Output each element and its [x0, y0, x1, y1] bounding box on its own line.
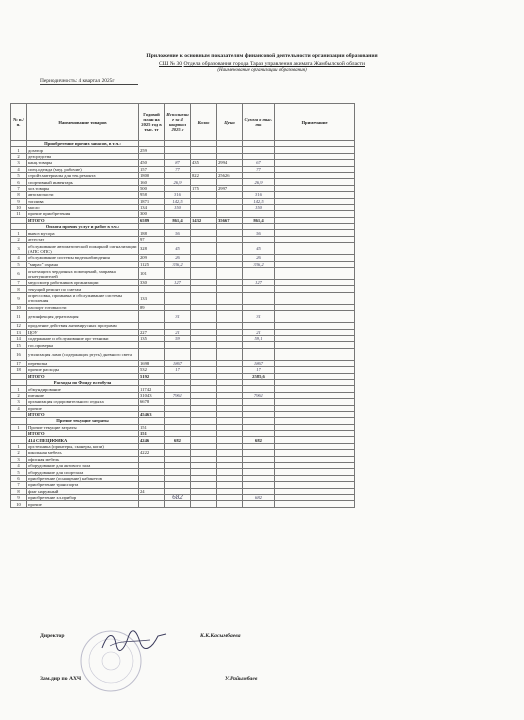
cell-sum: 77	[243, 166, 275, 172]
cell-num: 10	[11, 304, 27, 310]
cell-plan: 1125	[139, 261, 165, 267]
organization-prefix: СШ № 30	[159, 61, 183, 67]
column-header: Сумма в тыс. тк	[243, 104, 275, 141]
cell-name: содержание и обслуживание орг техники	[27, 335, 139, 341]
cell-note	[275, 348, 355, 360]
cell-name: медосмотр работников организации	[27, 280, 139, 286]
cell-name: оборудование для актового зала	[27, 463, 139, 469]
cell-exec: 682	[165, 494, 191, 500]
cell-qty	[191, 501, 217, 507]
cell-exec	[165, 292, 191, 304]
cell-num: 2	[11, 450, 27, 456]
cell-name: утилизация ламп (содержащих ртуть) дневного света	[27, 348, 139, 360]
cell-plan: 259	[139, 147, 165, 153]
cell-exec: 127	[165, 280, 191, 286]
cell-num: 13	[11, 329, 27, 335]
cell-sum: 31	[243, 311, 275, 323]
cell-num: 7	[11, 280, 27, 286]
cell-name: прочие расходы	[27, 367, 139, 373]
cell-num: 1	[11, 424, 27, 430]
cell-sum: 861,4	[243, 217, 275, 223]
cell-exec: 1867	[165, 360, 191, 366]
cell-name: приобретение (оснащение) кабинетов	[27, 475, 139, 481]
cell-name: дезсредства	[27, 153, 139, 159]
cell-num: 9	[11, 494, 27, 500]
cell-price: 35667	[217, 217, 243, 223]
cell-exec: 31	[165, 311, 191, 323]
cell-note	[275, 311, 355, 323]
cell-name: дезинфекция дератизация	[27, 311, 139, 323]
cell-exec: 142,5	[165, 198, 191, 204]
cell-plan: 160	[139, 179, 165, 185]
cell-name: ИТОГО	[27, 373, 139, 379]
period-label: Периодичность: 4 квартал 2025г	[40, 78, 138, 85]
cell-name: Прочие текущие затраты	[27, 418, 139, 424]
table-row	[11, 501, 355, 507]
cell-num: 5	[11, 469, 27, 475]
cell-plan: 133	[139, 292, 165, 304]
cell-exec: 861,4	[165, 217, 191, 223]
cell-name: приобретение хл.прибор	[27, 494, 139, 500]
cell-exec	[165, 348, 191, 360]
cell-plan: 1871	[139, 198, 165, 204]
cell-plan: 6678	[139, 399, 165, 405]
cell-exec: 682	[165, 437, 191, 443]
cell-sum	[243, 292, 275, 304]
cell-sum: 26,9	[243, 179, 275, 185]
cell-note	[275, 243, 355, 255]
cell-sum: 127	[243, 280, 275, 286]
cell-num: 2	[11, 153, 27, 159]
cell-name: 414 СПЕЦИФИКА	[27, 437, 139, 443]
cell-name: канц.товары	[27, 160, 139, 166]
cell-num: 1	[11, 230, 27, 236]
cell-num: 8	[11, 192, 27, 198]
cell-plan: 958	[139, 192, 165, 198]
cell-qty	[191, 243, 217, 255]
column-header: Исполнени е за 4 квартал 2025 г	[165, 104, 191, 141]
cell-num: 15	[11, 342, 27, 348]
cell-name: продление действия антивирусных программ	[27, 323, 139, 329]
cell-plan: 151	[139, 424, 165, 430]
cell-name: текущий ремонт по сметам	[27, 286, 139, 292]
cell-price	[217, 348, 243, 360]
cell-name: Прочие текущие затраты	[27, 424, 139, 430]
cell-sum: 7961	[243, 392, 275, 398]
cell-name: автозапчасти	[27, 192, 139, 198]
cell-plan: 157	[139, 166, 165, 172]
cell-exec: 59	[165, 335, 191, 341]
cell-num: 6	[11, 268, 27, 280]
cell-name: паспорт готовности	[27, 304, 139, 310]
column-header: № п./п.	[11, 104, 27, 141]
cell-sum	[243, 348, 275, 360]
cell-plan	[139, 311, 165, 323]
cell-num: 3	[11, 160, 27, 166]
director-label: Директор	[40, 633, 65, 639]
cell-qty	[191, 348, 217, 360]
cell-num: 2	[11, 236, 27, 242]
document-title: Приложение к основным показателям финансовой деятельности организации образования	[146, 53, 378, 59]
table-row	[11, 348, 355, 360]
cell-name: Приобретение прочих запасов, в т.ч.:	[27, 141, 139, 147]
cell-qty	[191, 311, 217, 323]
cell-name: хоз.товары	[27, 185, 139, 191]
cell-plan: 134	[139, 204, 165, 210]
cell-name: ИТОГО	[27, 411, 139, 417]
cell-plan: 135	[139, 335, 165, 341]
cell-name: ЦОУ	[27, 329, 139, 335]
cell-name: прочие	[27, 501, 139, 507]
cell-qty: 175	[191, 185, 217, 191]
cell-num: 3	[11, 399, 27, 405]
cell-num: 11	[11, 211, 27, 217]
cell-name: обслуживание автоматической пожарной сигнализации (АПС ОПС)	[27, 243, 139, 255]
cell-num: 14	[11, 335, 27, 341]
cell-sum: 59,1	[243, 335, 275, 341]
cell-qty	[191, 292, 217, 304]
cell-price	[217, 311, 243, 323]
column-header: Годовой план на 2025 год в тыс. тг	[139, 104, 165, 141]
cell-name: ИТОГО	[27, 431, 139, 437]
cell-price	[217, 292, 243, 304]
cell-num: 17	[11, 360, 27, 366]
table-row	[11, 311, 355, 323]
organization-name: Отдела образования города Тараз управления акимата Жамбылской области	[183, 61, 365, 67]
cell-num: 16	[11, 348, 27, 360]
cell-qty: 822	[191, 172, 217, 178]
column-header: Наименование товаров	[27, 104, 139, 141]
cell-sum: 67	[243, 160, 275, 166]
cell-plan: 11742	[139, 386, 165, 392]
cell-name: гос.проверка	[27, 342, 139, 348]
cell-name: приобретение транспорта	[27, 482, 139, 488]
cell-num: 9	[11, 198, 27, 204]
organization-line	[0, 61, 524, 68]
cell-exec: 45	[165, 243, 191, 255]
cell-plan: 6589	[139, 217, 165, 223]
cell-name: спец.одежда (мед. рабочие)	[27, 166, 139, 172]
cell-num: 1	[11, 443, 27, 449]
cell-name: ИТОГО	[27, 217, 139, 223]
expenses-table-wrapper	[10, 103, 355, 508]
cell-exec: 7961	[165, 392, 191, 398]
cell-exec: 17	[165, 367, 191, 373]
table-row	[11, 268, 355, 280]
cell-exec: 26,9	[165, 179, 191, 185]
cell-name: перевозка	[27, 360, 139, 366]
cell-plan: 97	[139, 236, 165, 242]
cell-num: 1	[11, 386, 27, 392]
organization-caption: (Наименование организации образования)	[217, 68, 307, 73]
cell-num: 4	[11, 405, 27, 411]
cell-plan	[139, 501, 165, 507]
cell-name: обслуживание системы видеонаблюдения	[27, 255, 139, 261]
cell-price	[217, 501, 243, 507]
cell-num: 7	[11, 185, 27, 191]
column-header: Цена	[217, 104, 243, 141]
cell-sum	[243, 501, 275, 507]
cell-plan: 24	[139, 488, 165, 494]
cell-name: прочие	[27, 405, 139, 411]
cell-plan: 4246	[139, 437, 165, 443]
cell-name: огнезащита чердачных помещений, заправка огнетушителей	[27, 268, 139, 280]
cell-num: 5	[11, 261, 27, 267]
cell-sum: 316	[243, 192, 275, 198]
cell-note	[275, 292, 355, 304]
cell-exec: 77	[165, 166, 191, 172]
cell-num: 8	[11, 488, 27, 494]
signature-scribble-icon	[100, 628, 170, 654]
cell-num: 6	[11, 179, 27, 185]
cell-sum: 21	[243, 329, 275, 335]
cell-num: 18	[11, 367, 27, 373]
cell-plan: 330	[139, 280, 165, 286]
cell-name: спортивный инвентарь	[27, 179, 139, 185]
deputy-director-label: Зам.дир по АХЧ	[40, 676, 82, 682]
column-header: Колво	[191, 104, 217, 141]
cell-num: 3	[11, 243, 27, 255]
cell-plan	[139, 348, 165, 360]
cell-plan: 450	[139, 160, 165, 166]
table-body	[11, 141, 355, 508]
cell-plan: 101	[139, 268, 165, 280]
deputy-director-name: У.Райымбаев	[225, 676, 258, 682]
cell-plan: 188	[139, 230, 165, 236]
cell-sum: 26	[243, 255, 275, 261]
cell-exec: 56	[165, 230, 191, 236]
cell-sum: 142,5	[243, 198, 275, 204]
cell-name: стройт.материалы для тек.ремонта	[27, 172, 139, 178]
table-row	[11, 243, 355, 255]
cell-sum: 17	[243, 367, 275, 373]
cell-plan: 4222	[139, 450, 165, 456]
cell-sum	[243, 268, 275, 280]
cell-name: Расходы по Фонду всеобуча	[27, 379, 139, 385]
cell-exec: 150	[165, 204, 191, 210]
cell-exec: 336,2	[165, 261, 191, 267]
cell-num: 4	[11, 166, 27, 172]
cell-sum: 1867	[243, 360, 275, 366]
cell-plan: 31043	[139, 392, 165, 398]
cell-plan: 209	[139, 255, 165, 261]
cell-price: 2997	[217, 185, 243, 191]
cell-price: 25626	[217, 172, 243, 178]
cell-num: 1	[11, 147, 27, 153]
cell-num: 10	[11, 204, 27, 210]
cell-name: орг.техника (принтеры, сканеры, копи)	[27, 443, 139, 449]
cell-sum: 682	[243, 437, 275, 443]
cell-plan: 1698	[139, 360, 165, 366]
cell-plan: 532	[139, 367, 165, 373]
cell-num: 3	[11, 456, 27, 462]
cell-num: 10	[11, 501, 27, 507]
cell-num: 12	[11, 323, 27, 329]
cell-sum: 56	[243, 230, 275, 236]
cell-num: 4	[11, 463, 27, 469]
cell-sum: 45	[243, 243, 275, 255]
cell-plan: 500	[139, 185, 165, 191]
cell-qty: 435	[191, 160, 217, 166]
cell-qty: 1432	[191, 217, 217, 223]
cell-exec: 316	[165, 192, 191, 198]
cell-note	[275, 501, 355, 507]
expenses-table	[10, 103, 355, 508]
cell-num: 9	[11, 292, 27, 304]
cell-exec	[165, 268, 191, 280]
cell-plan: 151	[139, 431, 165, 437]
cell-plan: 89	[139, 304, 165, 310]
cell-qty	[191, 268, 217, 280]
cell-sum: 682	[243, 494, 275, 500]
column-header: Примечание	[275, 104, 355, 141]
cell-note	[275, 268, 355, 280]
cell-name: офисная мебель	[27, 456, 139, 462]
cell-plan: 227	[139, 329, 165, 335]
cell-plan: 328	[139, 243, 165, 255]
cell-sum: 150	[243, 204, 275, 210]
cell-exec	[165, 501, 191, 507]
cell-plan: 300	[139, 211, 165, 217]
cell-num: 8	[11, 286, 27, 292]
cell-name: масло	[27, 204, 139, 210]
cell-num: 6	[11, 475, 27, 481]
cell-name: питание	[27, 392, 139, 398]
cell-sum: 336,2	[243, 261, 275, 267]
cell-name: оборудование для спортзала	[27, 469, 139, 475]
cell-name: Оплата прочих услуг и работ в т.ч.:	[27, 224, 139, 230]
cell-name: вывоз мусора	[27, 230, 139, 236]
cell-sum: 2585,6	[243, 373, 275, 379]
cell-name: обмундирование	[27, 386, 139, 392]
cell-name: опрессовка, промывка и обслуживание системы отопления	[27, 292, 139, 304]
cell-num: 4	[11, 255, 27, 261]
cell-num: 11	[11, 311, 27, 323]
cell-name: аттестат	[27, 236, 139, 242]
cell-num: 7	[11, 482, 27, 488]
cell-name: прочие приобретения	[27, 211, 139, 217]
cell-num: 2	[11, 392, 27, 398]
cell-price: 2994	[217, 160, 243, 166]
cell-num: 5	[11, 172, 27, 178]
cell-price	[217, 268, 243, 280]
cell-name: дозатор	[27, 147, 139, 153]
cell-price	[217, 243, 243, 255]
table-row	[11, 292, 355, 304]
cell-name: топлива	[27, 198, 139, 204]
cell-name: школьная мебель	[27, 450, 139, 456]
cell-name: флаг наружный	[27, 488, 139, 494]
cell-plan: 5192	[139, 373, 165, 379]
cell-name: организация оздоровительного отдыха	[27, 399, 139, 405]
cell-plan: 45463	[139, 411, 165, 417]
cell-exec: 26	[165, 255, 191, 261]
cell-exec: 21	[165, 329, 191, 335]
cell-plan: 1800	[139, 172, 165, 178]
director-name: К.К.Касымбаева	[200, 633, 241, 639]
table-header-row	[11, 104, 355, 141]
cell-exec: 87	[165, 160, 191, 166]
cell-name: "мирас" охрана	[27, 261, 139, 267]
